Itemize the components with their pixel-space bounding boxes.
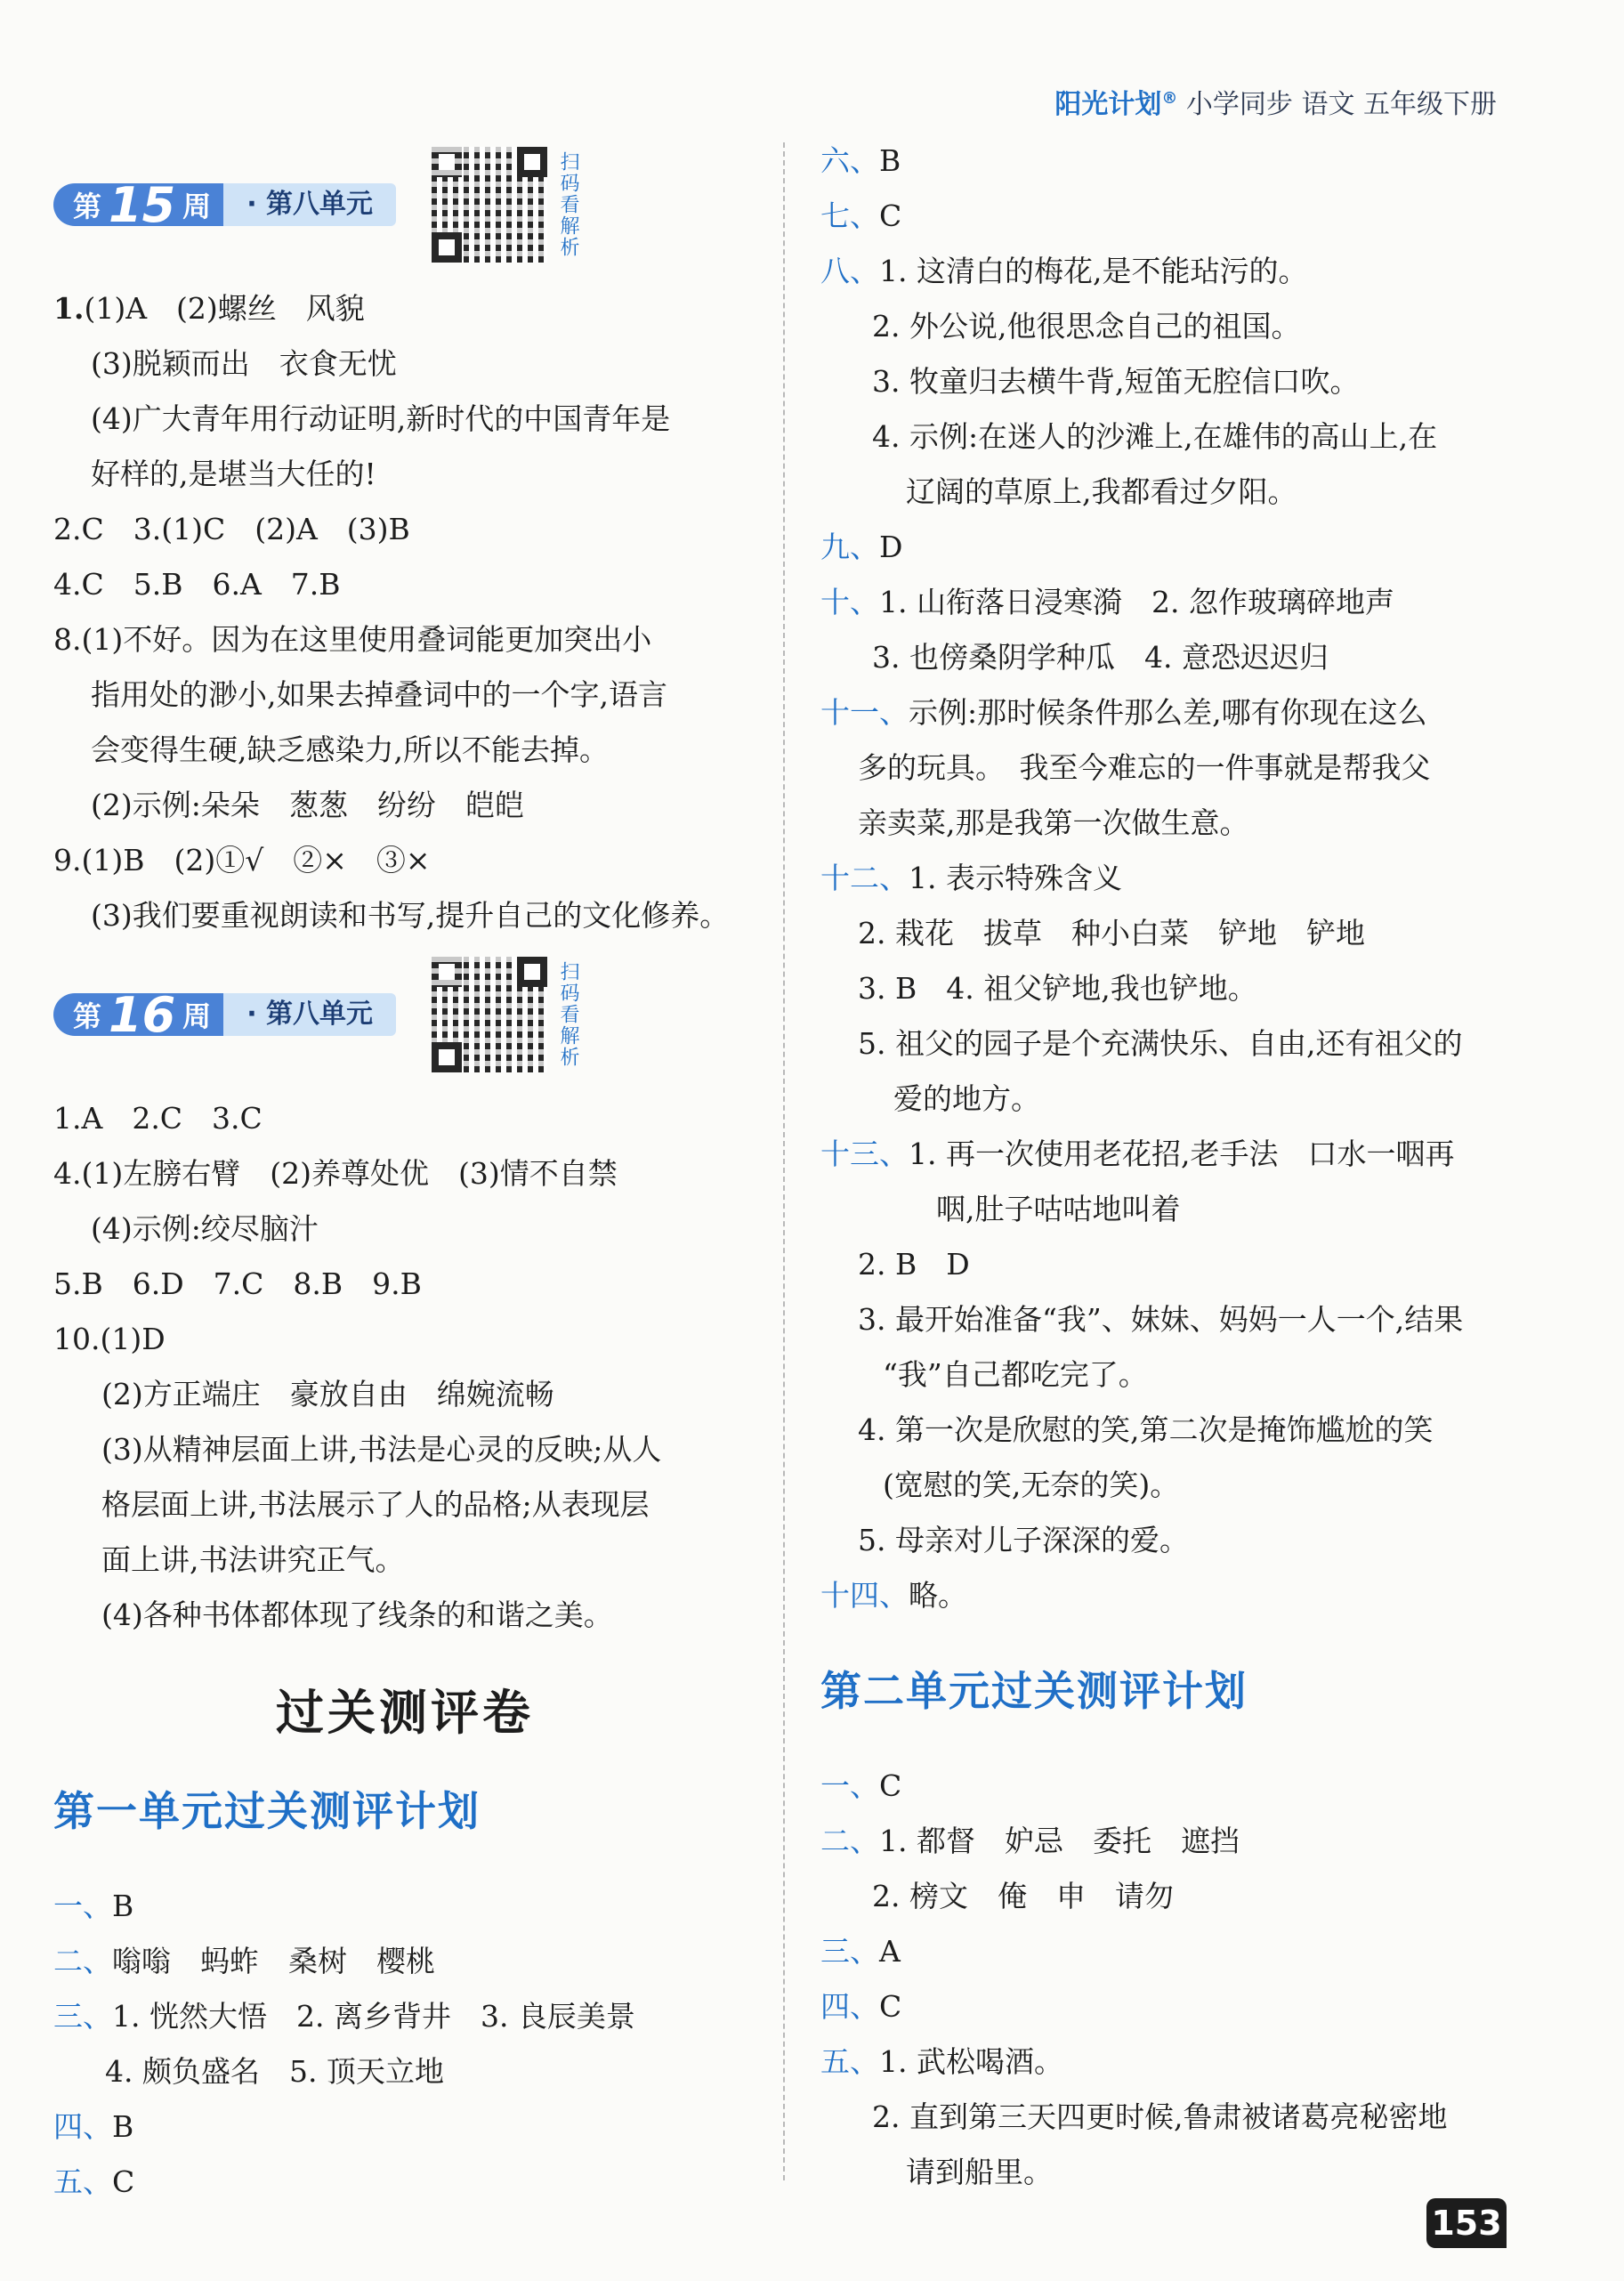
answer-line: 七、C: [820, 198, 902, 233]
answer-line: 二、嗡嗡 蚂蚱 桑树 樱桃: [53, 1944, 435, 1978]
answer-line: 会变得生硬,缺乏感染力,所以不能去掉。: [91, 732, 609, 767]
left-column: [53, 133, 756, 2210]
answer-line: 1.A 2.C 3.C: [53, 1101, 263, 1136]
answer-line: (2)示例:朵朵 葱葱 纷纷 皑皑: [91, 788, 524, 822]
answer-line: 十、1. 山衔落日浸寒漪 2. 忽作玻璃碎地声: [820, 585, 1394, 619]
qr-label: 扫码看解析: [557, 151, 580, 258]
column-divider: [783, 142, 785, 2180]
answer-line: 辽阔的草原上,我都看过夕阳。: [906, 474, 1297, 509]
right-column: [820, 133, 1523, 2200]
answer-line: (4)示例:绞尽脑汁: [91, 1211, 319, 1246]
answer-line: 1.(1)A (2)螺丝 风貌: [53, 291, 365, 326]
answer-line: (3)脱颖而出 衣食无忧: [91, 346, 397, 381]
unit1-answers-continued: [820, 133, 1523, 1623]
answer-line: 格层面上讲,书法展示了人的品格;从表现层: [101, 1487, 650, 1522]
qr-code-icon[interactable]: [432, 147, 547, 263]
answer-line: 5. 祖父的园子是个充满快乐、自由,还有祖父的: [858, 1026, 1463, 1061]
answer-line: 十一、示例:那时候条件那么差,哪有你现在这么: [820, 695, 1427, 730]
answer-line: 四、C: [820, 1989, 902, 2024]
answer-line: (3)我们要重视朗读和书写,提升自己的文化修养。: [91, 898, 730, 933]
answer-line: (3)从精神层面上讲,书法是心灵的反映;从人: [101, 1432, 662, 1467]
answer-line: 咽,肚子咕咕地叫着: [936, 1192, 1181, 1226]
answer-line: (宽慰的笑,无奈的笑)。: [883, 1468, 1180, 1502]
answer-line: 三、1. 恍然大悟 2. 离乡背井 3. 良辰美景: [53, 1999, 635, 2034]
answer-line: 一、B: [53, 1889, 134, 1923]
answer-line: 2. 榜文 俺 申 请勿: [872, 1879, 1174, 1913]
answer-line: 3. 牧童归去横牛背,短笛无腔信口吹。: [872, 364, 1360, 399]
answer-line: 爱的地方。: [893, 1081, 1040, 1116]
answer-line: (4)各种书体都体现了线条的和谐之美。: [101, 1598, 613, 1632]
answer-line: 3. 最开始准备“我”、妹妹、妈妈一人一个,结果: [858, 1302, 1464, 1337]
answer-line: 五、C: [53, 2164, 135, 2199]
test-section-title: 过关测评卷: [276, 1685, 534, 1741]
unit2-title: 第二单元过关测评计划: [820, 1667, 1248, 1715]
page-number: 153: [1426, 2198, 1507, 2248]
week16-unit: · 第八单元: [223, 993, 396, 1036]
answer-line: 2. B D: [858, 1247, 970, 1282]
week15-badge: 第 15 周: [53, 183, 223, 226]
answer-line: 10.(1)D: [53, 1322, 166, 1356]
answer-line: 一、C: [820, 1768, 902, 1803]
answer-line: 十二、1. 表示特殊含义: [820, 861, 1122, 895]
answer-line: 4.(1)左膀右臂 (2)养尊处优 (3)情不自禁: [53, 1156, 618, 1191]
answer-line: 2. 外公说,他很思念自己的祖国。: [872, 309, 1301, 344]
answer-line: 4. 颇负盛名 5. 顶天立地: [105, 2054, 444, 2089]
unit1-answers: [53, 1879, 756, 2210]
week16-badge: 第 16 周: [53, 993, 223, 1036]
answer-line: 9.(1)B (2)①√ ②× ③×: [53, 843, 431, 878]
answer-line: 六、B: [820, 143, 901, 178]
answer-line: 2. 栽花 拔草 种小白菜 铲地 铲地: [858, 916, 1365, 950]
answer-line: 八、1. 这清白的梅花,是不能玷污的。: [820, 254, 1308, 288]
answer-line: (4)广大青年用行动证明,新时代的中国青年是: [91, 401, 671, 436]
answer-line: 4. 示例:在迷人的沙滩上,在雄伟的高山上,在: [872, 419, 1438, 454]
answer-line: 好样的,是堪当大任的!: [91, 457, 376, 491]
answer-line: 8.(1)不好。因为在这里使用叠词能更加突出小: [53, 622, 652, 657]
answer-line: 四、B: [53, 2109, 134, 2144]
answer-line: 3. 也傍桑阴学种瓜 4. 意恐迟迟归: [872, 640, 1329, 675]
answer-line: 5. 母亲对儿子深深的爱。: [858, 1523, 1189, 1557]
page-header: [1054, 82, 1497, 121]
qr-code-icon[interactable]: [432, 957, 547, 1072]
answer-line: 十三、1. 再一次使用老花招,老手法 口水一咽再: [820, 1136, 1455, 1171]
book-subtitle: 小学同步 语文 五年级下册: [1177, 89, 1497, 120]
answer-line: 十四、略。: [820, 1578, 967, 1613]
answer-line: 2.C 3.(1)C (2)A (3)B: [53, 512, 410, 546]
week16-answers: [53, 1091, 756, 1643]
answer-line: 二、1. 都督 妒忌 委托 遮挡: [820, 1824, 1240, 1858]
answer-line: 3. B 4. 祖父铲地,我也铲地。: [858, 971, 1257, 1006]
week15-answers: [53, 281, 756, 943]
answer-line: 指用处的渺小,如果去掉叠词中的一个字,语言: [91, 677, 667, 712]
week16-header: [53, 943, 756, 1086]
week15-unit: · 第八单元: [223, 183, 396, 226]
answer-line: 三、A: [820, 1934, 901, 1969]
answer-line: 五、1. 武松喝酒。: [820, 2044, 1063, 2079]
unit1-title: 第一单元过关测评计划: [53, 1787, 481, 1835]
answer-line: 4.C 5.B 6.A 7.B: [53, 567, 341, 602]
answer-line: 2. 直到第三天四更时候,鲁肃被诸葛亮秘密地: [872, 2099, 1448, 2134]
answer-line: “我”自己都吃完了。: [883, 1357, 1148, 1392]
week15-header: [53, 133, 756, 276]
answer-line: 多的玩具。 我至今难忘的一件事就是帮我父: [858, 750, 1431, 785]
answer-line: (2)方正端庄 豪放自由 绵婉流畅: [101, 1377, 554, 1411]
brand-name: 阳光计划®: [1054, 89, 1178, 120]
unit2-answers: [820, 1759, 1523, 2200]
answer-line: 亲卖菜,那是我第一次做生意。: [858, 805, 1249, 840]
answer-line: 面上讲,书法讲究正气。: [101, 1542, 405, 1577]
answer-line: 请到船里。: [906, 2155, 1053, 2189]
answer-line: 九、D: [820, 530, 903, 564]
answer-line: 4. 第一次是欣慰的笑,第二次是掩饰尴尬的笑: [858, 1412, 1434, 1447]
answer-line: 5.B 6.D 7.C 8.B 9.B: [53, 1266, 422, 1301]
qr-label: 扫码看解析: [557, 961, 580, 1068]
